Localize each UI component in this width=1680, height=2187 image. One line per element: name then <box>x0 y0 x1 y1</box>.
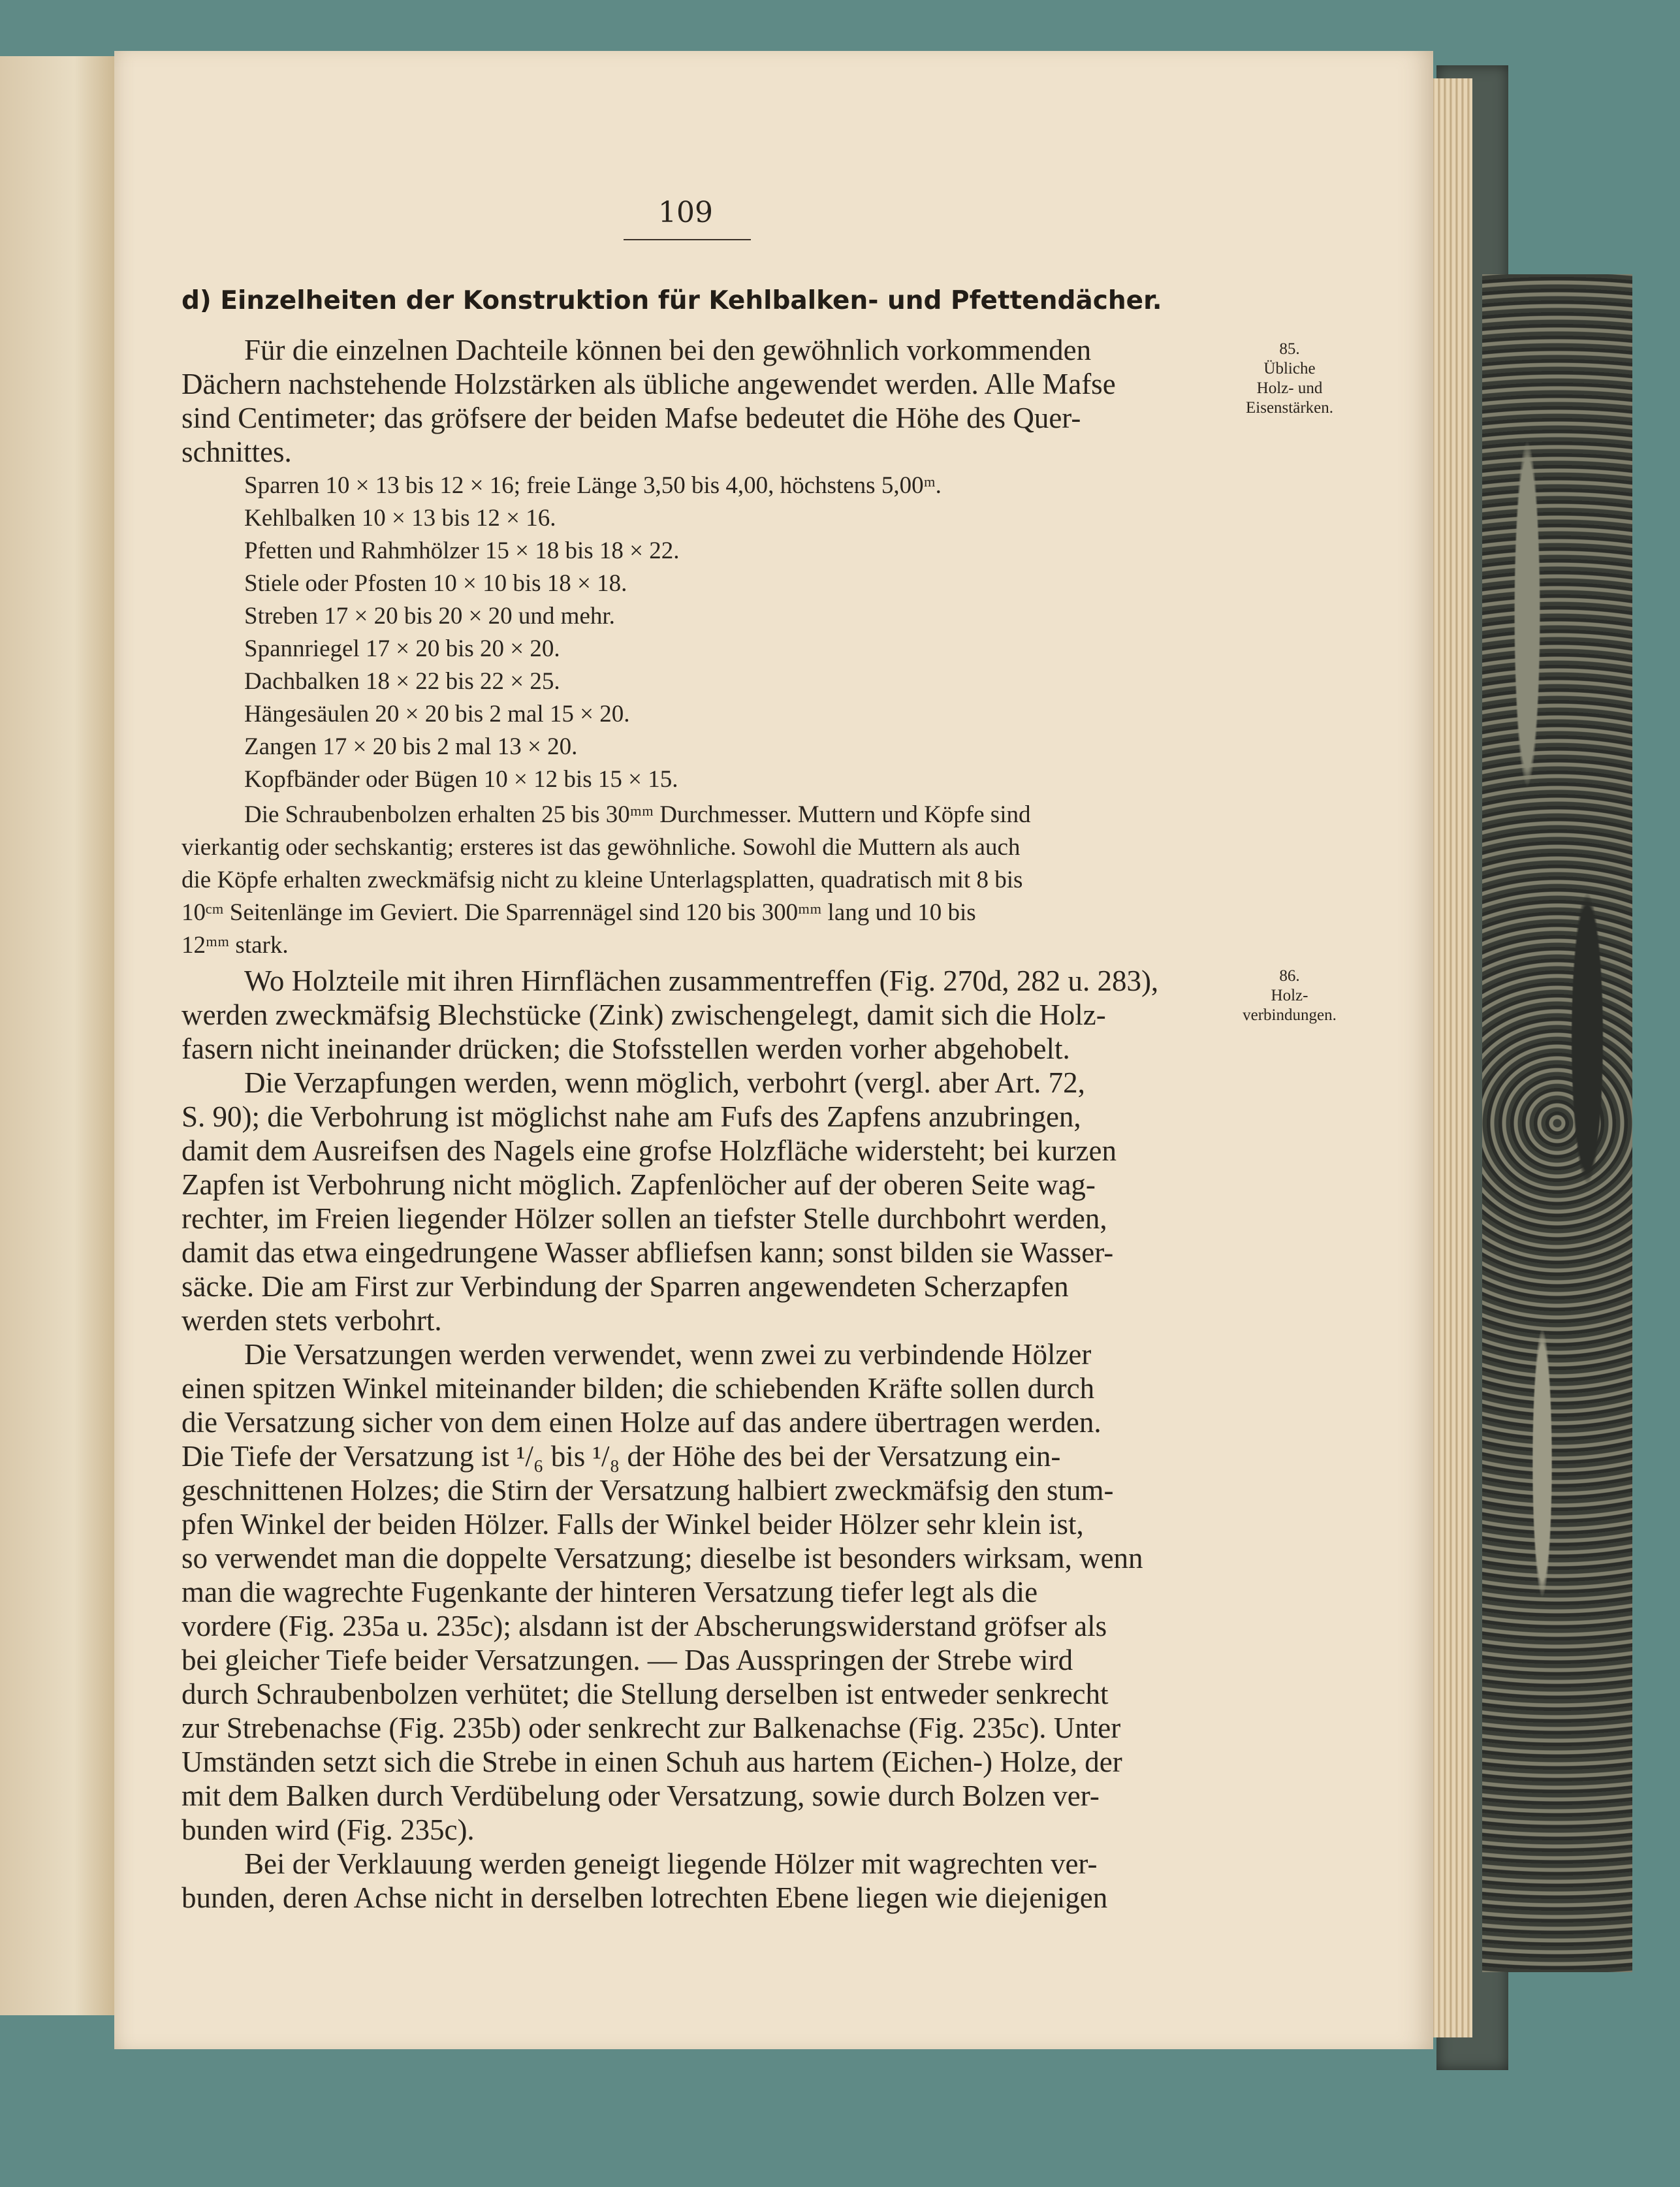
text-line: geschnittenen Holzes; die Stirn der Versatzung halbiert zweckmäfsig den stum- <box>182 1474 1114 1507</box>
margin-note-85 <box>1218 340 1361 418</box>
margin-note-line: verbindungen. <box>1243 1006 1337 1024</box>
text-line: einen spitzen Winkel miteinander bilden; die schiebenden Kräfte sollen durch <box>182 1372 1095 1405</box>
text-line: man die wagrechte Fugenkante der hinteren Versatzung tiefer legt als die <box>182 1576 1038 1608</box>
text-line: damit dem Ausreifsen des Nagels eine grofse Holzfläche widersteht; bei kurzen <box>182 1134 1117 1167</box>
text-line: Dächern nachstehende Holzstärken als übliche angewendet werden. Alle Mafse <box>182 368 1116 400</box>
margin-note-line: Übliche <box>1263 360 1316 377</box>
text-line: schnittes. <box>182 436 292 468</box>
marbled-endpaper <box>1482 274 1632 1972</box>
margin-note-86 <box>1218 966 1361 1025</box>
dimension-line: Kehlbalken 10 × 13 bis 12 × 16. <box>244 505 556 532</box>
text-line: mit dem Balken durch Verdübelung oder Versatzung, sowie durch Bolzen ver- <box>182 1780 1100 1812</box>
text-line: Zapfen ist Verbohrung nicht möglich. Zapfenlöcher auf der oberen Seite wag- <box>182 1168 1096 1201</box>
margin-note-number: 85. <box>1279 340 1300 358</box>
text-line: zur Strebenachse (Fig. 235b) oder senkrecht zur Balkenachse (Fig. 235c). Unter <box>182 1712 1121 1744</box>
text-line: so verwendet man die doppelte Versatzung; dieselbe ist besonders wirksam, wenn <box>182 1542 1143 1574</box>
text-line: Die Versatzungen werden verwendet, wenn zwei zu verbindende Hölzer <box>244 1338 1092 1371</box>
text-line: pfen Winkel der beiden Hölzer. Falls der Winkel beider Hölzer sehr klein ist, <box>182 1508 1084 1540</box>
dimension-line: Kopfbänder oder Bügen 10 × 12 bis 15 × 15. <box>244 766 678 793</box>
text-line: werden zweckmäfsig Blechstücke (Zink) zwischengelegt, damit sich die Holz- <box>182 998 1106 1031</box>
text-line: säcke. Die am First zur Verbindung der Sparren angewendeten Scherzapfen <box>182 1270 1069 1303</box>
dimension-line: Spannriegel 17 × 20 bis 20 × 20. <box>244 635 560 662</box>
text-line: sind Centimeter; das gröfsere der beiden Mafse bedeutet die Höhe des Quer- <box>182 402 1081 434</box>
margin-note-line: Holz- und <box>1256 379 1323 397</box>
left-page-edge <box>0 56 124 2015</box>
text-line: vordere (Fig. 235a u. 235c); alsdann ist der Abscherungswiderstand gröfser als <box>182 1610 1107 1642</box>
text-line: durch Schraubenbolzen verhütet; die Stellung derselben ist entweder senkrecht <box>182 1678 1109 1710</box>
text-line: Umständen setzt sich die Strebe in einen Schuh aus hartem (Eichen-) Holze, der <box>182 1746 1122 1778</box>
dimension-line: Hängesäulen 20 × 20 bis 2 mal 15 × 20. <box>244 701 630 727</box>
dimension-line: Dachbalken 18 × 22 bis 22 × 25. <box>244 668 560 695</box>
text-line: die Versatzung sicher von dem einen Holze auf das andere übertragen werden. <box>182 1406 1102 1439</box>
text-line: Die Tiefe der Versatzung ist ¹/₆ bis ¹/₈ der Höhe des bei der Versatzung ein- <box>182 1440 1061 1473</box>
text-line: die Köpfe erhalten zweckmäfsig nicht zu kleine Unterlagsplatten, quadratisch mit 8 bis <box>182 867 1023 893</box>
dimension-line: Pfetten und Rahmhölzer 15 × 18 bis 18 × 22. <box>244 537 680 564</box>
dimension-line: Zangen 17 × 20 bis 2 mal 13 × 20. <box>244 733 578 760</box>
text-line: S. 90); die Verbohrung ist möglichst nahe am Fufs des Zapfens anzubringen, <box>182 1100 1081 1133</box>
text-line: rechter, im Freien liegender Hölzer sollen an tiefster Stelle durchbohrt werden, <box>182 1202 1107 1235</box>
section-heading: d) Einzelheiten der Konstruktion für Kehlbalken- und Pfettendächer. <box>182 286 1162 315</box>
page-number: 109 <box>658 196 713 229</box>
text-line: damit das etwa eingedrungene Wasser abfliefsen kann; sonst bilden sie Wasser- <box>182 1236 1114 1269</box>
text-line: Die Schraubenbolzen erhalten 25 bis 30ᵐᵐ Durchmesser. Muttern und Köpfe sind <box>244 801 1031 828</box>
dimension-line: Streben 17 × 20 bis 20 × 20 und mehr. <box>244 603 615 630</box>
text-line: 10ᶜᵐ Seitenlänge im Geviert. Die Sparrennägel sind 120 bis 300ᵐᵐ lang und 10 bis <box>182 899 976 926</box>
text-line: werden stets verbohrt. <box>182 1304 442 1337</box>
margin-note-line: Eisenstärken. <box>1246 399 1333 417</box>
margin-note-number: 86. <box>1279 967 1300 985</box>
text-line: bunden, deren Achse nicht in derselben lotrechten Ebene liegen wie diejenigen <box>182 1881 1108 1914</box>
text-line: fasern nicht ineinander drücken; die Stofsstellen werden vorher abgehobelt. <box>182 1032 1070 1065</box>
text-line: Wo Holzteile mit ihren Hirnflächen zusammentreffen (Fig. 270d, 282 u. 283), <box>244 965 1159 997</box>
text-line: bei gleicher Tiefe beider Versatzungen. — Das Ausspringen der Strebe wird <box>182 1644 1073 1676</box>
margin-note-line: Holz- <box>1271 987 1308 1004</box>
page-number-rule <box>624 239 751 240</box>
text-line: 12ᵐᵐ stark. <box>182 932 289 959</box>
text-line: Die Verzapfungen werden, wenn möglich, verbohrt (vergl. aber Art. 72, <box>244 1066 1085 1099</box>
text-line: Für die einzelnen Dachteile können bei den gewöhnlich vorkommenden <box>244 334 1092 366</box>
text-line: bunden wird (Fig. 235c). <box>182 1813 475 1846</box>
text-line: vierkantig oder sechskantig; ersteres ist das gewöhnliche. Sowohl die Muttern als auch <box>182 834 1021 861</box>
text-line: Bei der Verklauung werden geneigt liegende Hölzer mit wagrechten ver- <box>244 1847 1098 1880</box>
dimension-line: Stiele oder Pfosten 10 × 10 bis 18 × 18. <box>244 570 627 597</box>
dimension-line: Sparren 10 × 13 bis 12 × 16; freie Länge 3,50 bis 4,00, höchstens 5,00ᵐ. <box>244 472 942 499</box>
